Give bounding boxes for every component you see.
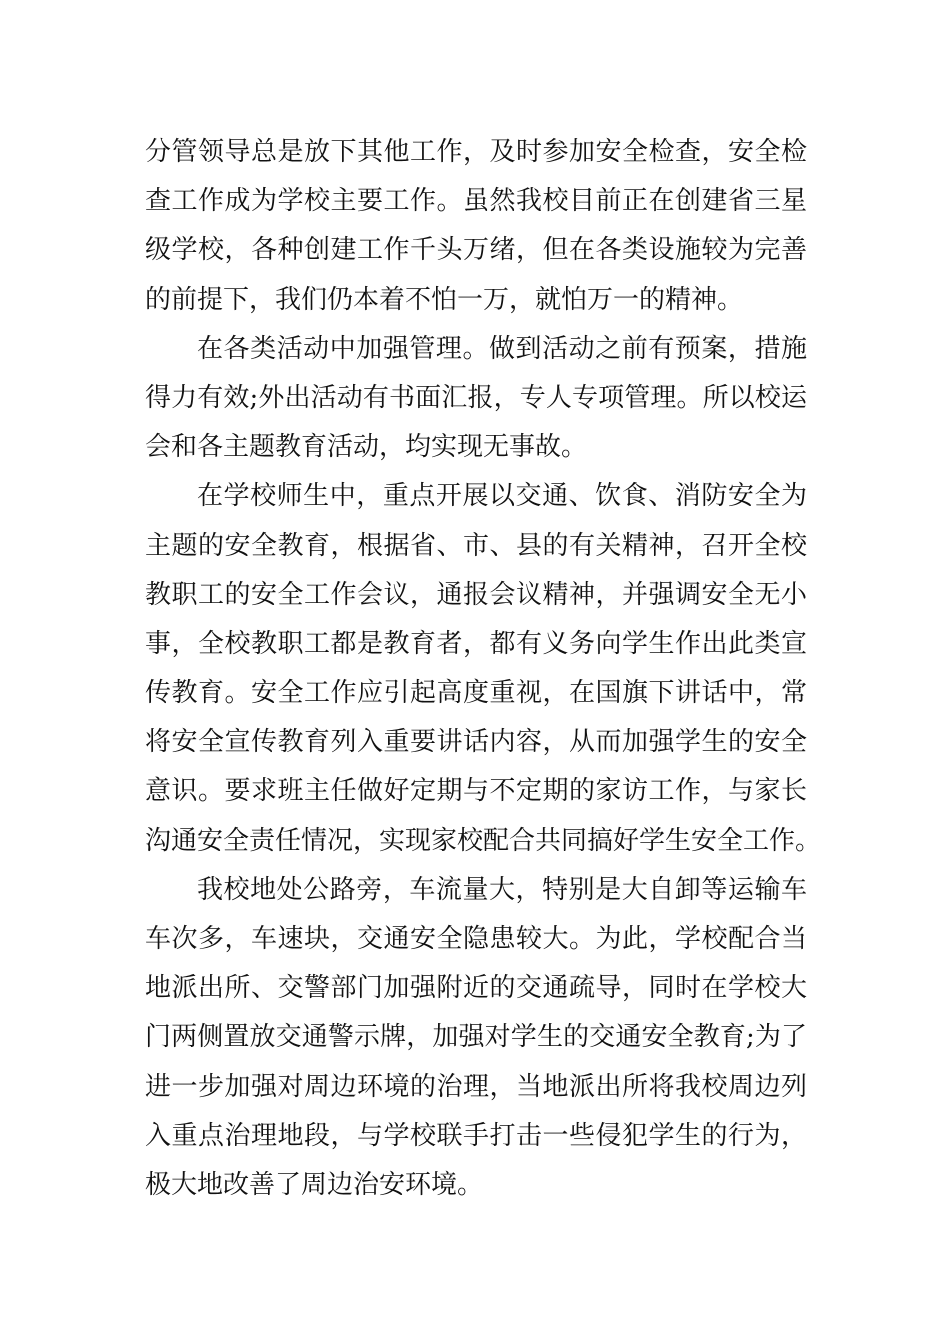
paragraph: [145, 128, 807, 325]
text-line: 入重点治理地段，与学校联手打击一些侵犯学生的行为，: [145, 1120, 807, 1151]
paragraph: [145, 866, 807, 1210]
text-line: 会和各主题教育活动，均实现无事故。: [145, 432, 588, 463]
paragraph: [145, 325, 807, 473]
text-line: 的前提下，我们仍本着不怕一万，就怕万一的精神。: [145, 284, 744, 315]
text-line: 意识。要求班主任做好定期与不定期的家访工作，与家长: [145, 776, 807, 807]
text-line: 分管领导总是放下其他工作，及时参加安全检查，安全检: [145, 137, 807, 167]
text-line: 在学校师生中，重点开展以交通、饮食、消防安全为: [197, 481, 807, 512]
text-line: 我校地处公路旁，车流量大，特别是大自卸等运输车: [197, 874, 807, 905]
text-line: 在各类活动中加强管理。做到活动之前有预案，措施: [197, 333, 807, 364]
text-line: 门两侧置放交通警示牌，加强对学生的交通安全教育;为了: [145, 1022, 807, 1053]
text-line: 传教育。安全工作应引起高度重视，在国旗下讲话中，常: [145, 678, 807, 709]
text-line: 查工作成为学校主要工作。虽然我校目前正在创建省三星: [145, 186, 807, 217]
document-body: [145, 128, 822, 1210]
text-line: 地派出所、交警部门加强附近的交通疏导，同时在学校大: [145, 973, 807, 1004]
paragraph: [145, 472, 822, 866]
text-line: 级学校，各种创建工作千头万绪，但在各类设施较为完善: [145, 235, 807, 266]
text-line: 主题的安全教育，根据省、市、县的有关精神，召开全校: [145, 530, 807, 561]
text-line: 得力有效;外出活动有书面汇报，专人专项管理。所以校运: [145, 382, 807, 413]
text-line: 进一步加强对周边环境的治理，当地派出所将我校周边列: [145, 1071, 807, 1102]
text-line: 将安全宣传教育列入重要讲话内容，从而加强学生的安全: [145, 727, 807, 758]
text-line: 车次多，车速块，交通安全隐患较大。为此，学校配合当: [145, 924, 807, 954]
text-line: 事，全校教职工都是教育者，都有义务向学生作出此类宣: [145, 628, 807, 659]
text-line: 极大地改善了周边治安环境。: [145, 1169, 484, 1200]
text-line: 教职工的安全工作会议，通报会议精神，并强调安全无小: [145, 579, 807, 610]
text-line: 沟通安全责任情况，实现家校配合共同搞好学生安全工作。: [145, 825, 822, 856]
